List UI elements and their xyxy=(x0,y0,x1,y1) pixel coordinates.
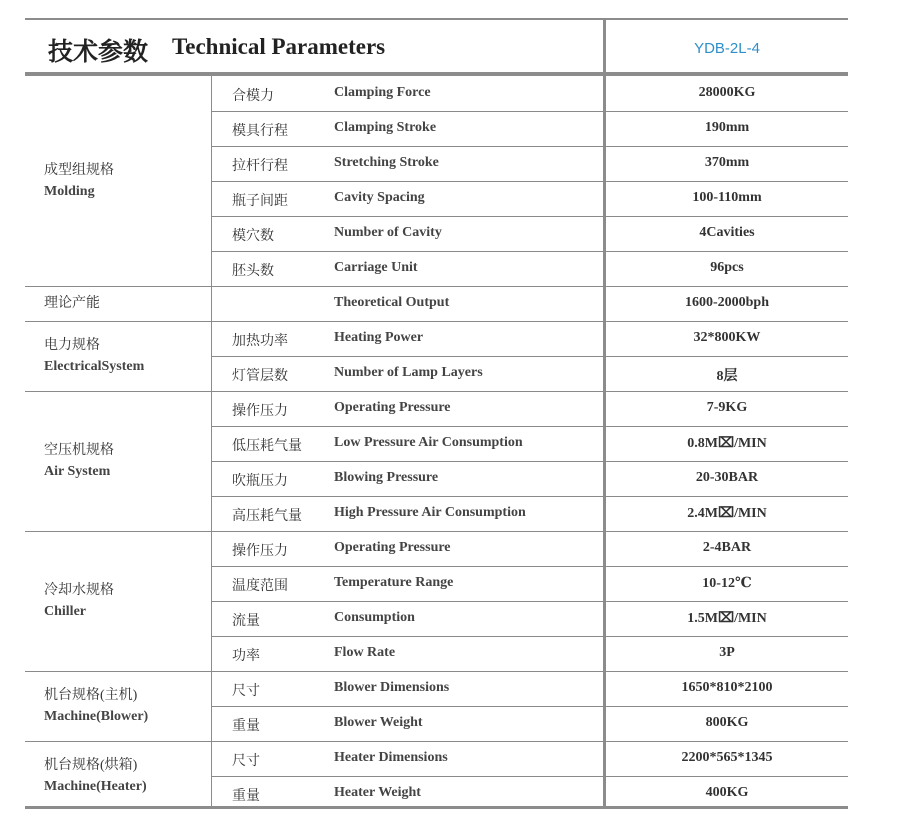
row-separator xyxy=(211,146,848,147)
param-name-cn: 流量 xyxy=(232,614,260,629)
param-value: 4Cavities xyxy=(699,225,755,240)
model-number: YDB-2L-4 xyxy=(694,40,760,57)
category-en: Air System xyxy=(44,464,111,479)
category-cn: 机台规格(烘箱) xyxy=(44,758,138,773)
group-separator xyxy=(25,671,848,672)
category-cn: 理论产能 xyxy=(44,296,100,311)
category-cn: 空压机规格 xyxy=(44,443,114,458)
row-separator xyxy=(211,251,848,252)
param-value: 7-9KG xyxy=(706,400,748,415)
param-name-cn: 加热功率 xyxy=(232,334,288,349)
param-value: 20-30BAR xyxy=(695,470,759,485)
group-separator xyxy=(25,286,848,287)
param-name-en: Consumption xyxy=(334,610,415,625)
param-name-cn: 高压耗气量 xyxy=(232,509,302,524)
param-name-en: Flow Rate xyxy=(334,645,396,660)
param-value: 190mm xyxy=(704,120,750,135)
param-name-cn: 合模力 xyxy=(232,89,274,104)
row-separator xyxy=(211,111,848,112)
category-label xyxy=(44,440,114,482)
table-bottom-rule xyxy=(25,806,848,809)
category-label xyxy=(44,755,147,797)
param-value: 2200*565*1345 xyxy=(681,750,773,765)
param-value: 28000KG xyxy=(698,85,756,100)
row-separator xyxy=(211,461,848,462)
header-top-rule xyxy=(25,18,848,20)
param-value: 3P xyxy=(719,645,735,660)
row-separator xyxy=(211,181,848,182)
param-name-en: Blower Weight xyxy=(334,715,423,730)
param-name-cn: 拉杆行程 xyxy=(232,159,288,174)
category-label xyxy=(44,685,148,727)
row-separator xyxy=(211,601,848,602)
row-separator xyxy=(211,636,848,637)
param-name-en: Cavity Spacing xyxy=(334,190,425,205)
param-name-cn: 操作压力 xyxy=(232,404,288,419)
param-name-en: Number of Cavity xyxy=(334,225,442,240)
param-name-en: Clamping Stroke xyxy=(334,120,437,135)
category-en: Machine(Heater) xyxy=(44,779,147,794)
header-bottom-rule xyxy=(25,72,848,76)
param-name-en: Heater Weight xyxy=(334,785,421,800)
row-separator xyxy=(211,496,848,497)
param-name-en: Temperature Range xyxy=(334,575,454,590)
row-separator xyxy=(211,426,848,427)
param-value: 32*800KW xyxy=(693,330,761,345)
category-cn: 机台规格(主机) xyxy=(44,688,138,703)
category-en: Molding xyxy=(44,184,95,199)
param-name-cn: 尺寸 xyxy=(232,754,260,769)
group-separator xyxy=(25,391,848,392)
category-cn: 电力规格 xyxy=(44,338,100,353)
param-value: 800KG xyxy=(705,715,749,730)
param-name-en: Clamping Force xyxy=(334,85,431,100)
category-en: ElectricalSystem xyxy=(44,359,145,374)
param-value: 2.4M⌧/MIN xyxy=(687,506,767,521)
category-label xyxy=(44,293,100,314)
param-value: 1.5M⌧/MIN xyxy=(687,611,767,626)
param-name-cn: 温度范围 xyxy=(232,579,288,594)
category-en: Machine(Blower) xyxy=(44,709,149,724)
category-cn: 成型组规格 xyxy=(44,163,114,178)
param-name-cn: 吹瓶压力 xyxy=(232,474,288,489)
row-separator xyxy=(211,776,848,777)
param-name-cn: 操作压力 xyxy=(232,544,288,559)
row-separator xyxy=(211,566,848,567)
row-separator xyxy=(211,706,848,707)
param-name-en: Blowing Pressure xyxy=(334,470,439,485)
param-value: 400KG xyxy=(705,785,749,800)
name-column-divider xyxy=(211,76,212,806)
param-name-en: Operating Pressure xyxy=(334,540,451,555)
param-name-cn: 模具行程 xyxy=(232,124,288,139)
category-label xyxy=(44,335,144,377)
title-english: Technical Parameters xyxy=(172,34,386,59)
param-name-en: Heater Dimensions xyxy=(334,750,448,765)
param-value: 1650*810*2100 xyxy=(681,680,773,695)
param-name-en: Theoretical Output xyxy=(334,295,450,310)
row-separator xyxy=(211,356,848,357)
param-name-cn: 灯管层数 xyxy=(232,369,288,384)
category-en: Chiller xyxy=(44,604,86,619)
category-label xyxy=(44,580,114,622)
param-name-cn: 模穴数 xyxy=(232,229,274,244)
param-name-cn: 瓶子间距 xyxy=(232,194,288,209)
category-label xyxy=(44,160,114,202)
param-name-cn: 胚头数 xyxy=(232,264,274,279)
param-name-en: Number of Lamp Layers xyxy=(334,365,483,380)
param-name-en: Carriage Unit xyxy=(334,260,418,275)
param-name-en: Blower Dimensions xyxy=(334,680,450,695)
param-value: 0.8M⌧/MIN xyxy=(687,436,767,451)
param-name-cn: 功率 xyxy=(232,649,260,664)
row-separator xyxy=(211,216,848,217)
param-name-en: Heating Power xyxy=(334,330,424,345)
group-separator xyxy=(25,321,848,322)
param-name-en: Low Pressure Air Consumption xyxy=(334,435,523,450)
param-value: 1600-2000bph xyxy=(684,295,770,310)
param-value: 2-4BAR xyxy=(702,540,752,555)
param-name-cn: 重量 xyxy=(232,789,260,804)
param-name-cn: 重量 xyxy=(232,719,260,734)
category-cn: 冷却水规格 xyxy=(44,583,114,598)
group-separator xyxy=(25,741,848,742)
param-value: 8层 xyxy=(716,369,738,384)
group-separator xyxy=(25,531,848,532)
param-name-en: Stretching Stroke xyxy=(334,155,439,170)
param-value: 100-110mm xyxy=(692,190,762,205)
param-name-en: Operating Pressure xyxy=(334,400,451,415)
param-name-cn: 低压耗气量 xyxy=(232,439,302,454)
param-value: 10-12℃ xyxy=(702,576,752,591)
title-chinese: 技术参数 xyxy=(48,39,149,66)
param-value: 96pcs xyxy=(710,260,744,275)
param-value: 370mm xyxy=(704,155,750,170)
param-name-cn: 尺寸 xyxy=(232,684,260,699)
param-name-en: High Pressure Air Consumption xyxy=(334,505,526,520)
